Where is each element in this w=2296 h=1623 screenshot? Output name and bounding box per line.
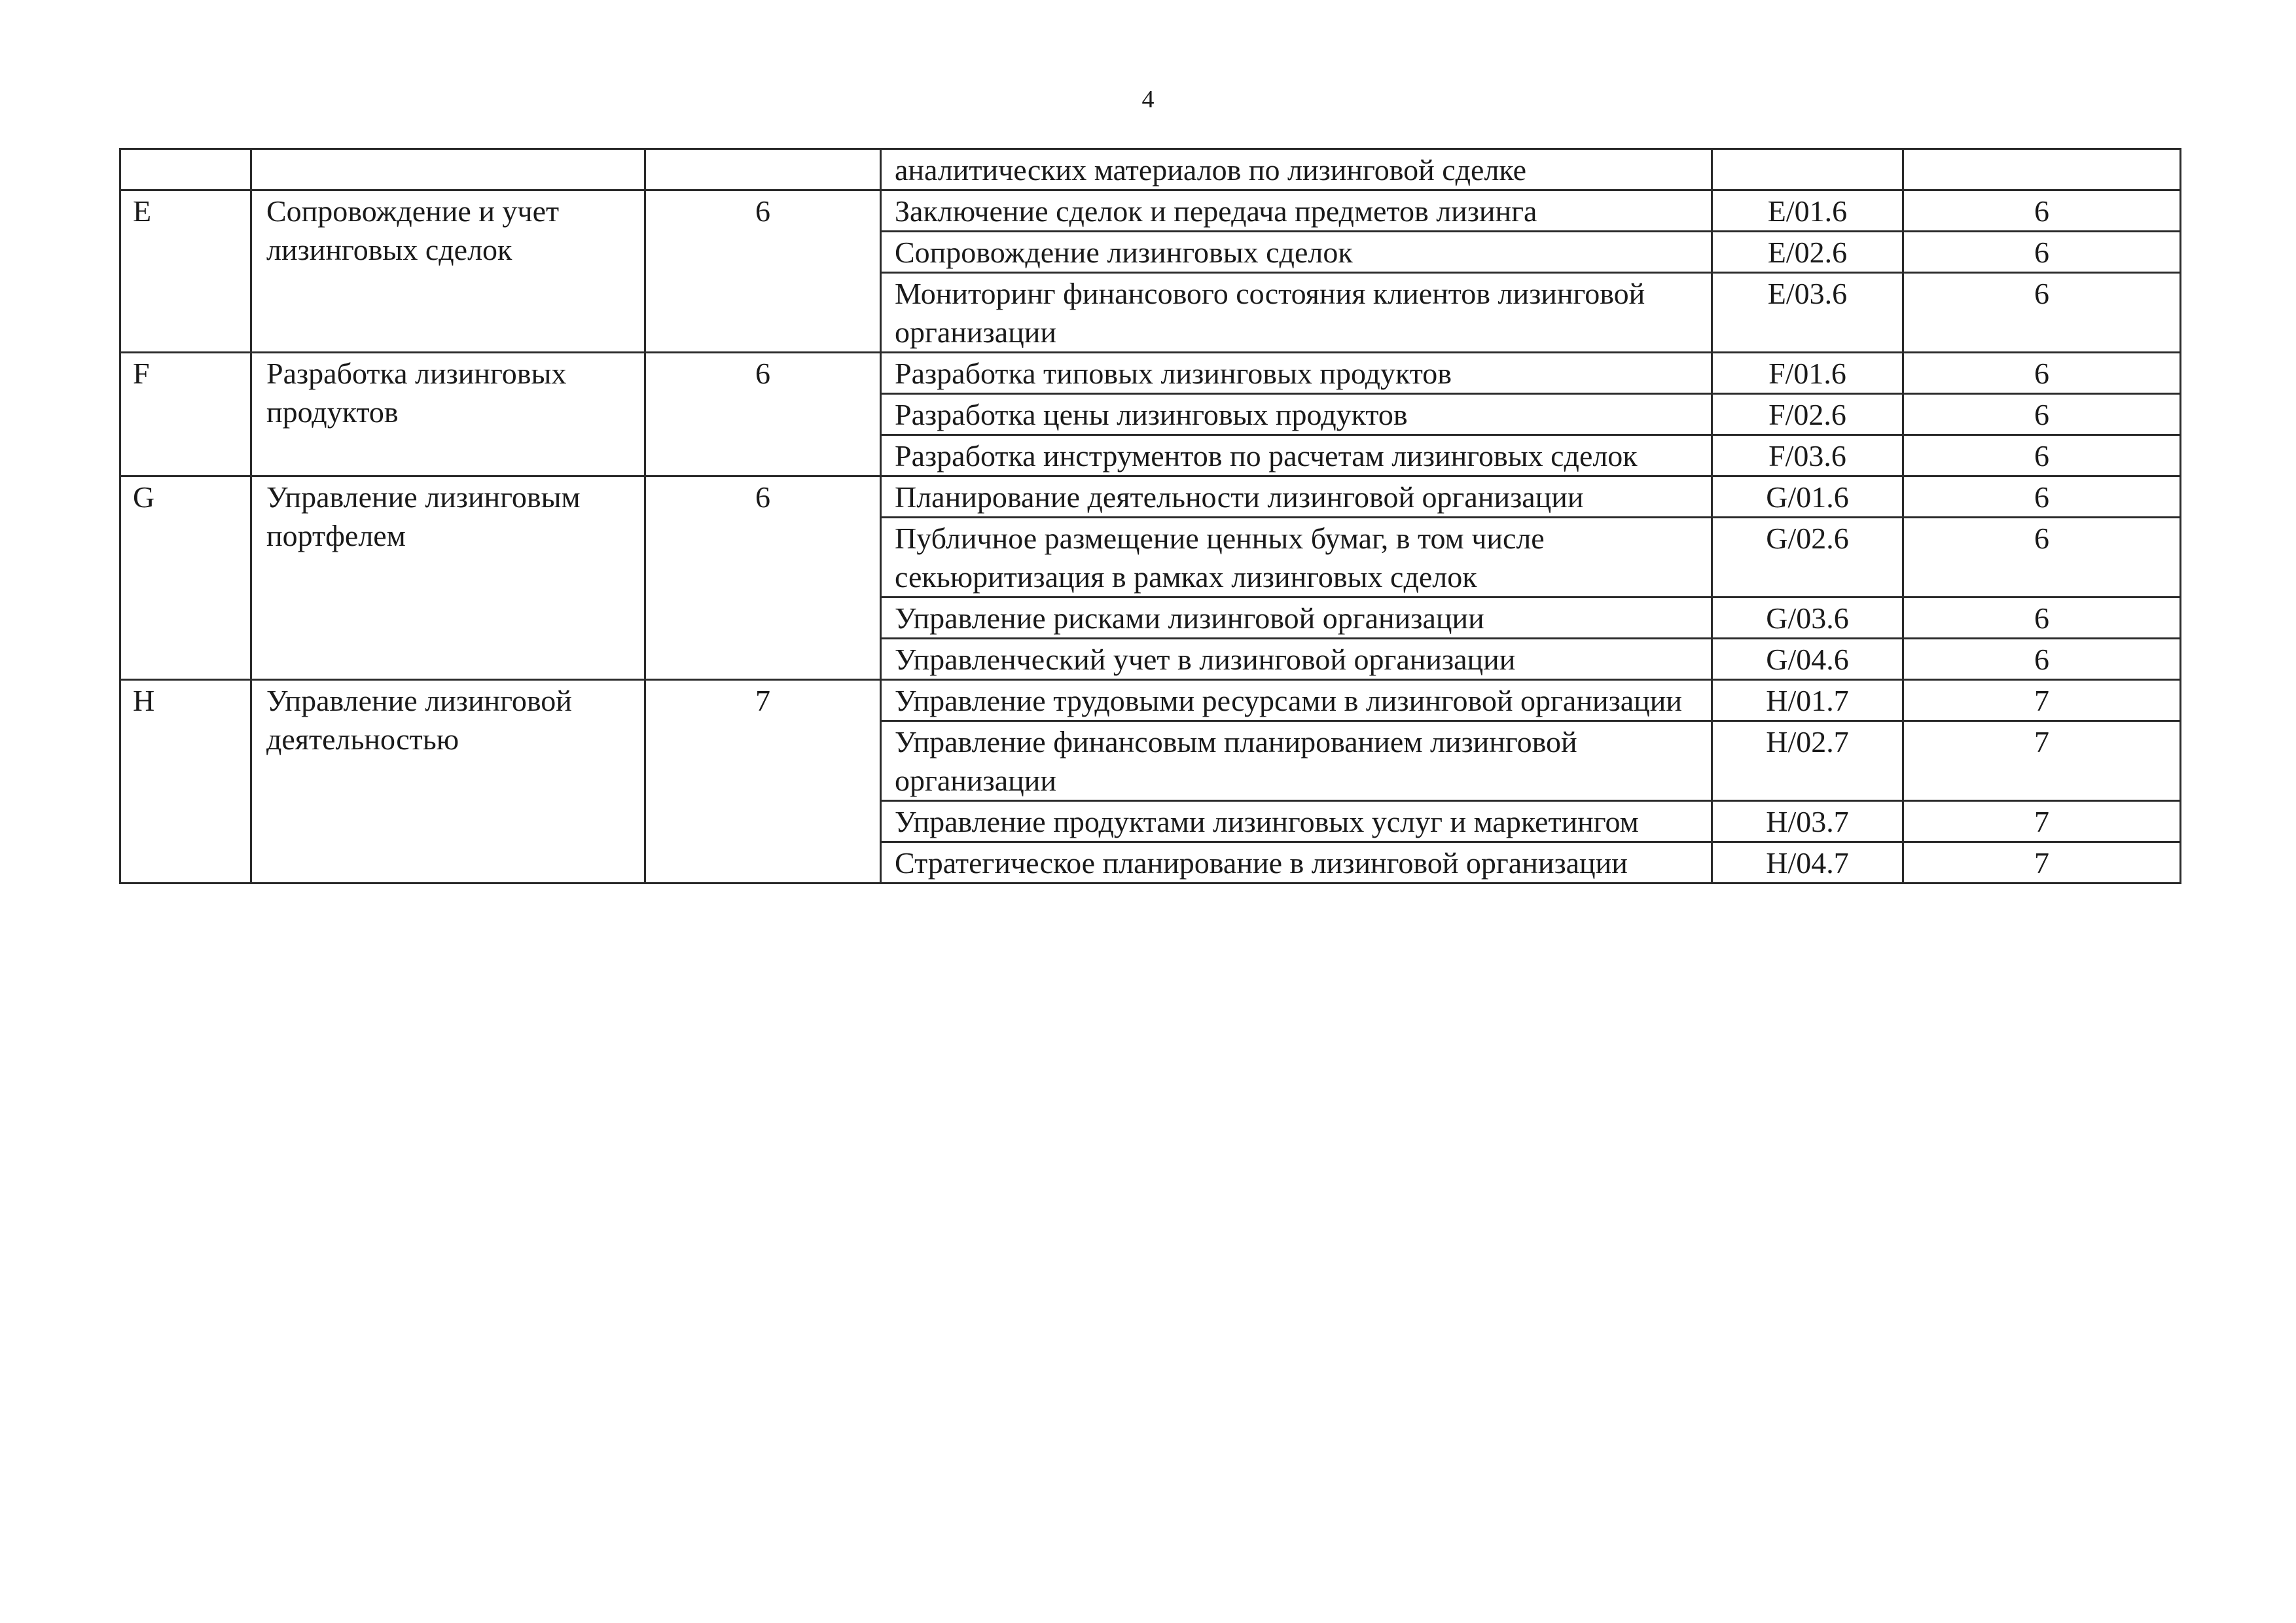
function-name-cell: Разработка цены лизинговых продуктов: [881, 394, 1712, 435]
function-name-cell: Заключение сделок и передача предметов лизинга: [881, 190, 1712, 232]
group-code-cell: H: [120, 680, 251, 883]
function-code-cell: G/01.6: [1712, 476, 1903, 518]
function-name-cell: Управление финансовым планированием лизинговой организации: [881, 721, 1712, 801]
function-level-cell: 6: [1903, 518, 2181, 597]
function-name-cell: аналитических материалов по лизинговой сделке: [881, 149, 1712, 190]
function-name-cell: Мониторинг финансового состояния клиентов лизинговой организации: [881, 273, 1712, 353]
empty-cell: [120, 149, 251, 190]
page-number: 4: [1141, 86, 1155, 113]
function-level-cell: 6: [1903, 639, 2181, 680]
function-code-cell: F/02.6: [1712, 394, 1903, 435]
group-code-cell: G: [120, 476, 251, 680]
function-code-cell: E/03.6: [1712, 273, 1903, 353]
function-code-cell: H/01.7: [1712, 680, 1903, 721]
function-level-cell: 7: [1903, 721, 2181, 801]
function-name-cell: Управление продуктами лизинговых услуг и маркетингом: [881, 801, 1712, 842]
group-level-cell: 6: [645, 476, 881, 680]
table-row: [120, 190, 2181, 232]
empty-cell: [1903, 149, 2181, 190]
table-body: [120, 149, 2181, 883]
continuation-row: [120, 149, 2181, 190]
group-level-cell: 6: [645, 353, 881, 476]
function-name-cell: Разработка типовых лизинговых продуктов: [881, 353, 1712, 394]
function-code-cell: F/03.6: [1712, 435, 1903, 476]
function-level-cell: 6: [1903, 353, 2181, 394]
function-code-cell: E/01.6: [1712, 190, 1903, 232]
table-row: [120, 353, 2181, 394]
group-code-cell: E: [120, 190, 251, 353]
function-level-cell: 6: [1903, 597, 2181, 639]
function-name-cell: Управленческий учет в лизинговой организации: [881, 639, 1712, 680]
function-name-cell: Управление трудовыми ресурсами в лизинговой организации: [881, 680, 1712, 721]
group-name-cell: Разработка лизинговых продуктов: [251, 353, 645, 476]
function-name-cell: Управление рисками лизинговой организации: [881, 597, 1712, 639]
function-code-cell: F/01.6: [1712, 353, 1903, 394]
function-name-cell: Разработка инструментов по расчетам лизинговых сделок: [881, 435, 1712, 476]
function-level-cell: 6: [1903, 232, 2181, 273]
function-code-cell: G/03.6: [1712, 597, 1903, 639]
function-code-cell: H/02.7: [1712, 721, 1903, 801]
function-name-cell: Стратегическое планирование в лизинговой организации: [881, 842, 1712, 883]
function-level-cell: 6: [1903, 394, 2181, 435]
function-code-cell: G/02.6: [1712, 518, 1903, 597]
function-level-cell: 6: [1903, 435, 2181, 476]
empty-cell: [645, 149, 881, 190]
function-level-cell: 6: [1903, 190, 2181, 232]
function-level-cell: 7: [1903, 680, 2181, 721]
group-name-cell: Управление лизинговым портфелем: [251, 476, 645, 680]
function-level-cell: 7: [1903, 801, 2181, 842]
functions-table: [119, 148, 2181, 884]
function-level-cell: 6: [1903, 476, 2181, 518]
table-row: [120, 476, 2181, 518]
function-code-cell: E/02.6: [1712, 232, 1903, 273]
table-row: [120, 680, 2181, 721]
group-name-cell: Управление лизинговой деятельностью: [251, 680, 645, 883]
group-name-cell: Сопровождение и учет лизинговых сделок: [251, 190, 645, 353]
group-level-cell: 7: [645, 680, 881, 883]
function-name-cell: Публичное размещение ценных бумаг, в том числе секьюритизация в рамках лизинговых сделок: [881, 518, 1712, 597]
function-name-cell: Сопровождение лизинговых сделок: [881, 232, 1712, 273]
function-level-cell: 7: [1903, 842, 2181, 883]
function-level-cell: 6: [1903, 273, 2181, 353]
function-code-cell: H/03.7: [1712, 801, 1903, 842]
function-code-cell: H/04.7: [1712, 842, 1903, 883]
empty-cell: [1712, 149, 1903, 190]
function-name-cell: Планирование деятельности лизинговой организации: [881, 476, 1712, 518]
group-level-cell: 6: [645, 190, 881, 353]
function-code-cell: G/04.6: [1712, 639, 1903, 680]
empty-cell: [251, 149, 645, 190]
group-code-cell: F: [120, 353, 251, 476]
